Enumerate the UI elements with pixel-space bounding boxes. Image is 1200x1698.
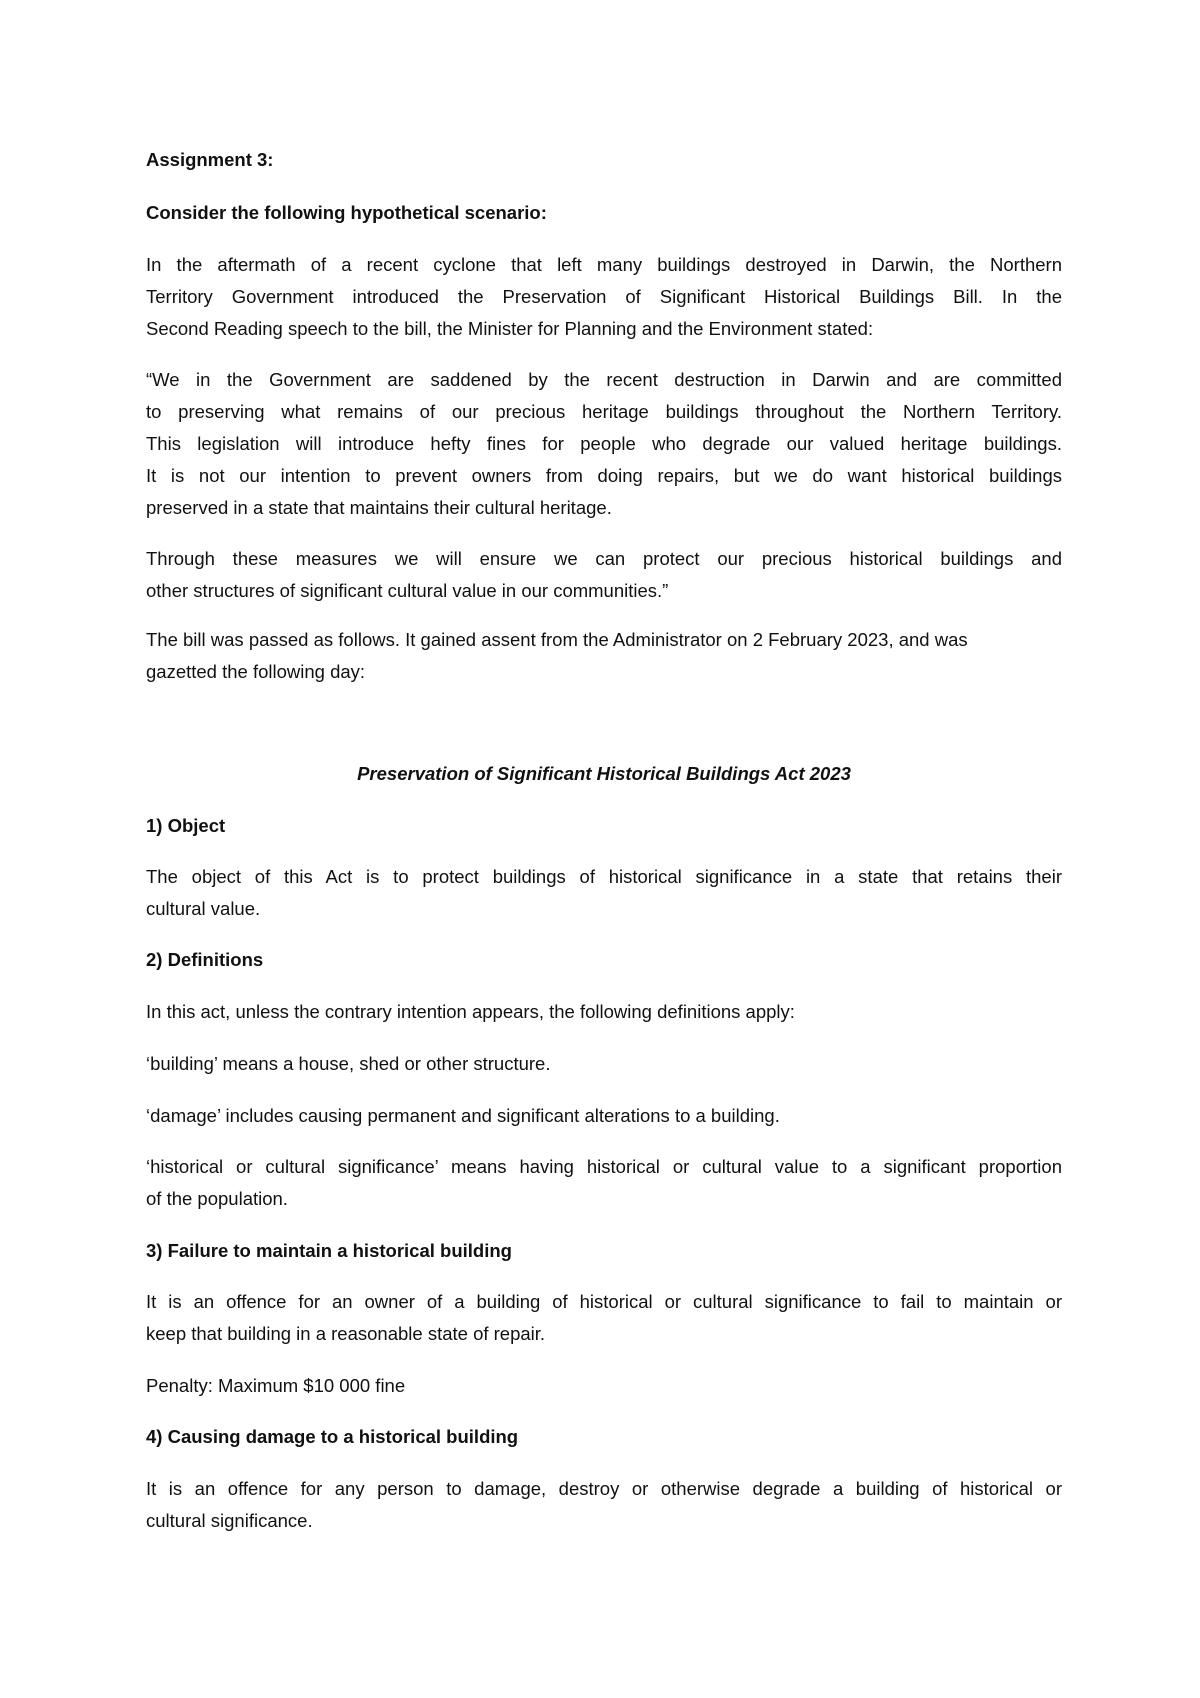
act-title: Preservation of Significant Historical Buildings Act 2023	[357, 763, 851, 784]
quote2-line-1: Through these measures we will ensure we can protect our precious historical buildings and	[146, 548, 1062, 569]
section-3-line-1: It is an offence for an owner of a building of historical or cultural significance to fail to maintain or	[146, 1291, 1062, 1312]
intro-line-3: Second Reading speech to the bill, the Minister for Planning and the Environment stated:	[146, 318, 874, 339]
intro-line-2: Territory Government introduced the Preservation of Significant Historical Buildings Bill. In the	[146, 286, 1062, 307]
section-4-line-1: It is an offence for any person to damage, destroy or otherwise degrade a building of historical or	[146, 1478, 1062, 1499]
intro-line-1: In the aftermath of a recent cyclone that left many buildings destroyed in Darwin, the Northern	[146, 254, 1062, 275]
definition-damage: ‘damage’ includes causing permanent and significant alterations to a building.	[146, 1105, 780, 1126]
quote-line-1: “We in the Government are saddened by the recent destruction in Darwin and are committed	[146, 369, 1062, 390]
passed-line-1: The bill was passed as follows. It gained assent from the Administrator on 2 February 2023, and was	[146, 629, 968, 650]
section-4-heading: 4) Causing damage to a historical building	[146, 1426, 519, 1447]
quote-line-3: This legislation will introduce hefty fines for people who degrade our valued heritage buildings.	[146, 433, 1062, 454]
passed-line-2: gazetted the following day:	[146, 661, 366, 682]
quote2-line-2: other structures of significant cultural value in our communities.”	[146, 580, 669, 601]
definition-building: ‘building’ means a house, shed or other structure.	[146, 1053, 551, 1074]
section-3-penalty: Penalty: Maximum $10 000 fine	[146, 1375, 406, 1396]
definition-historical-line-2: of the population.	[146, 1188, 288, 1209]
section-2-heading: 2) Definitions	[146, 949, 264, 970]
section-1-line-2: cultural value.	[146, 898, 261, 919]
quote-line-5: preserved in a state that maintains their cultural heritage.	[146, 497, 612, 518]
section-3-line-2: keep that building in a reasonable state of repair.	[146, 1323, 546, 1344]
section-3-heading: 3) Failure to maintain a historical building	[146, 1240, 512, 1261]
quote-line-4: It is not our intention to prevent owners from doing repairs, but we do want historical buildings	[146, 465, 1062, 486]
scenario-heading: Consider the following hypothetical scenario:	[146, 202, 547, 223]
quote-line-2: to preserving what remains of our precious heritage buildings throughout the Northern Territory.	[146, 401, 1062, 422]
section-1-line-1: The object of this Act is to protect buildings of historical significance in a state that retains their	[146, 866, 1062, 887]
definition-historical-line-1: ‘historical or cultural significance’ means having historical or cultural value to a significant proportion	[146, 1156, 1062, 1177]
section-2-intro: In this act, unless the contrary intention appears, the following definitions apply:	[146, 1001, 795, 1022]
document-page	[146, 0, 1062, 1698]
section-4-line-2: cultural significance.	[146, 1510, 313, 1531]
assignment-heading: Assignment 3:	[146, 149, 274, 170]
section-1-heading: 1) Object	[146, 815, 226, 836]
